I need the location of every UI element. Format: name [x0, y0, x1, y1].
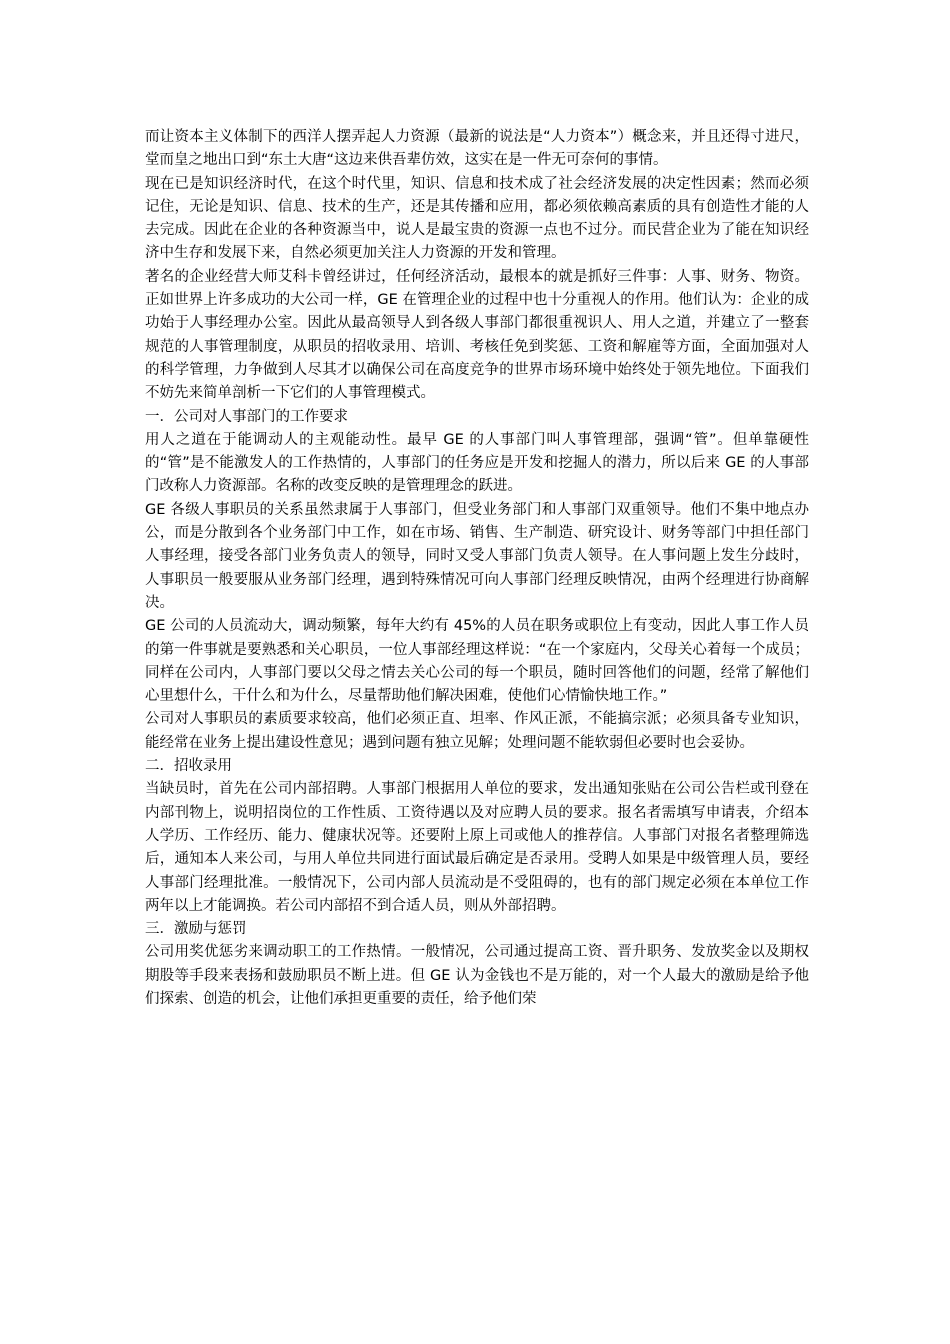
paragraph-intro-continued: 而让资本主义体制下的西洋人摆弄起人力资源（最新的说法是“人力资本”）概念来，并且还得寸进尺，堂而皇之地出口到“东土大唐“这边来供吾辈仿效，这实在是一件无可奈何的事情。 — [145, 129, 809, 169]
paragraph-incentives: 公司用奖优惩劣来调动职工的工作热情。一般情况，公司通过提高工资、晋升职务、发放奖金以及期权期股等手段来表扬和鼓励职员不断上进。但 GE 认为金钱也不是万能的，对一个人最大的激励是给予他们探索、创造的机会，让他们承担更重要的责任，给予他们荣 — [145, 944, 809, 1007]
section-heading-incentives: 三．激励与惩罚 — [145, 921, 247, 938]
paragraph-recruitment-process: 当缺员时，首先在公司内部招聘。人事部门根据用人单位的要求，发出通知张贴在公司公告栏或刊登在内部刊物上，说明招岗位的工作性质、工资待遇以及对应聘人员的要求。报名者需填写申请表，介绍本人学历、工作经历、能力、健康状况等。还要附上原上司或他人的推荐信。人事部门对报名者整理筛选后，通知本人来公司，与用人单位共同进行面试最后确定是否录用。受聘人如果是中级管理人员，要经人事部门经理批准。一般情况下，公司内部人员流动是不受阻碍的，也有的部门规定必须在本单位工作两年以上才能调换。若公司内部招不到合适人员，则从外部招聘。 — [145, 781, 809, 914]
paragraph-ge-people-management: 著名的企业经营大师艾科卡曾经讲过，任何经济活动，最根本的就是抓好三件事：人事、财务、物资。正如世界上许多成功的大公司一样，GE 在管理企业的过程中也十分重视人的作用。他们认为：企业的成功始于人事经理办公室。因此从最高领导人到各级人事部门都很重视识人、用人之道，并建立了一整套规范的人事管理制度，从职员的招收录用、培训、考核任免到奖惩、工资和解雇等方面，全面加强对人的科学管理，力争做到人尽其才以确保公司在高度竞争的世界市场环境中始终处于领先地位。下面我们不妨先来简单剖析一下它们的人事管理模式。 — [145, 268, 809, 402]
paragraph-hr-dual-leadership: GE 各级人事职员的关系虽然隶属于人事部门，但受业务部门和人事部门双重领导。他们不集中地点办公，而是分散到各个业务部门中工作，如在市场、销售、生产制造、研究设计、财务等部门中担任部门人事经理，接受各部门业务负责人的领导，同时又受人事部门负责人领导。在人事问题上发生分歧时，人事职员一般要服从业务部门经理，遇到特殊情况可向人事部门经理反映情况，由两个经理进行协商解决。 — [145, 501, 809, 611]
document-body — [145, 126, 809, 1011]
paragraph-staff-mobility: GE 公司的人员流动大，调动频繁，每年大约有 45%的人员在职务或职位上有变动，因此人事工作人员的第一件事就是要熟悉和关心职员，一位人事部经理这样说：“在一个家庭内，父母关心着每一个成员；同样在公司内，人事部门要以父母之情去关心公司的每一个职员，随时回答他们的问题，经常了解他们心里想什么，干什么和为什么，尽量帮助他们解决困难，使他们心情愉快地工作。” — [145, 618, 809, 705]
section-heading-recruitment: 二．招收录用 — [145, 758, 232, 775]
paragraph-hr-quality: 公司对人事职员的素质要求较高，他们必须正直、坦率、作风正派，不能搞宗派；必须具备专业知识，能经常在业务上提出建设性意见；遇到问题有独立见解；处理问题不能软弱但必要时也会妥协。 — [145, 711, 809, 751]
paragraph-hr-naming: 用人之道在于能调动人的主观能动性。最早 GE 的人事部门叫人事管理部，强调“管”。但单靠硬性的“管”是不能激发人的工作热情的，人事部门的任务应是开发和挖掘人的潜力，所以后来 GE 的人事部门改称人力资源部。名称的改变反映的是管理理念的跃进。 — [145, 431, 809, 495]
section-heading-hr-requirements: 一．公司对人事部门的工作要求 — [145, 408, 348, 425]
paragraph-knowledge-economy: 现在已是知识经济时代，在这个时代里，知识、信息和技术成了社会经济发展的决定性因素；然而必须记住，无论是知识、信息、技术的生产，还是其传播和应用，都必须依赖高素质的具有创造性才能的人去完成。因此在企业的各种资源当中，说人是最宝贵的资源一点也不过分。而民营企业为了能在知识经济中生存和发展下来，自然必须更加关注人力资源的开发和管理。 — [145, 175, 809, 262]
